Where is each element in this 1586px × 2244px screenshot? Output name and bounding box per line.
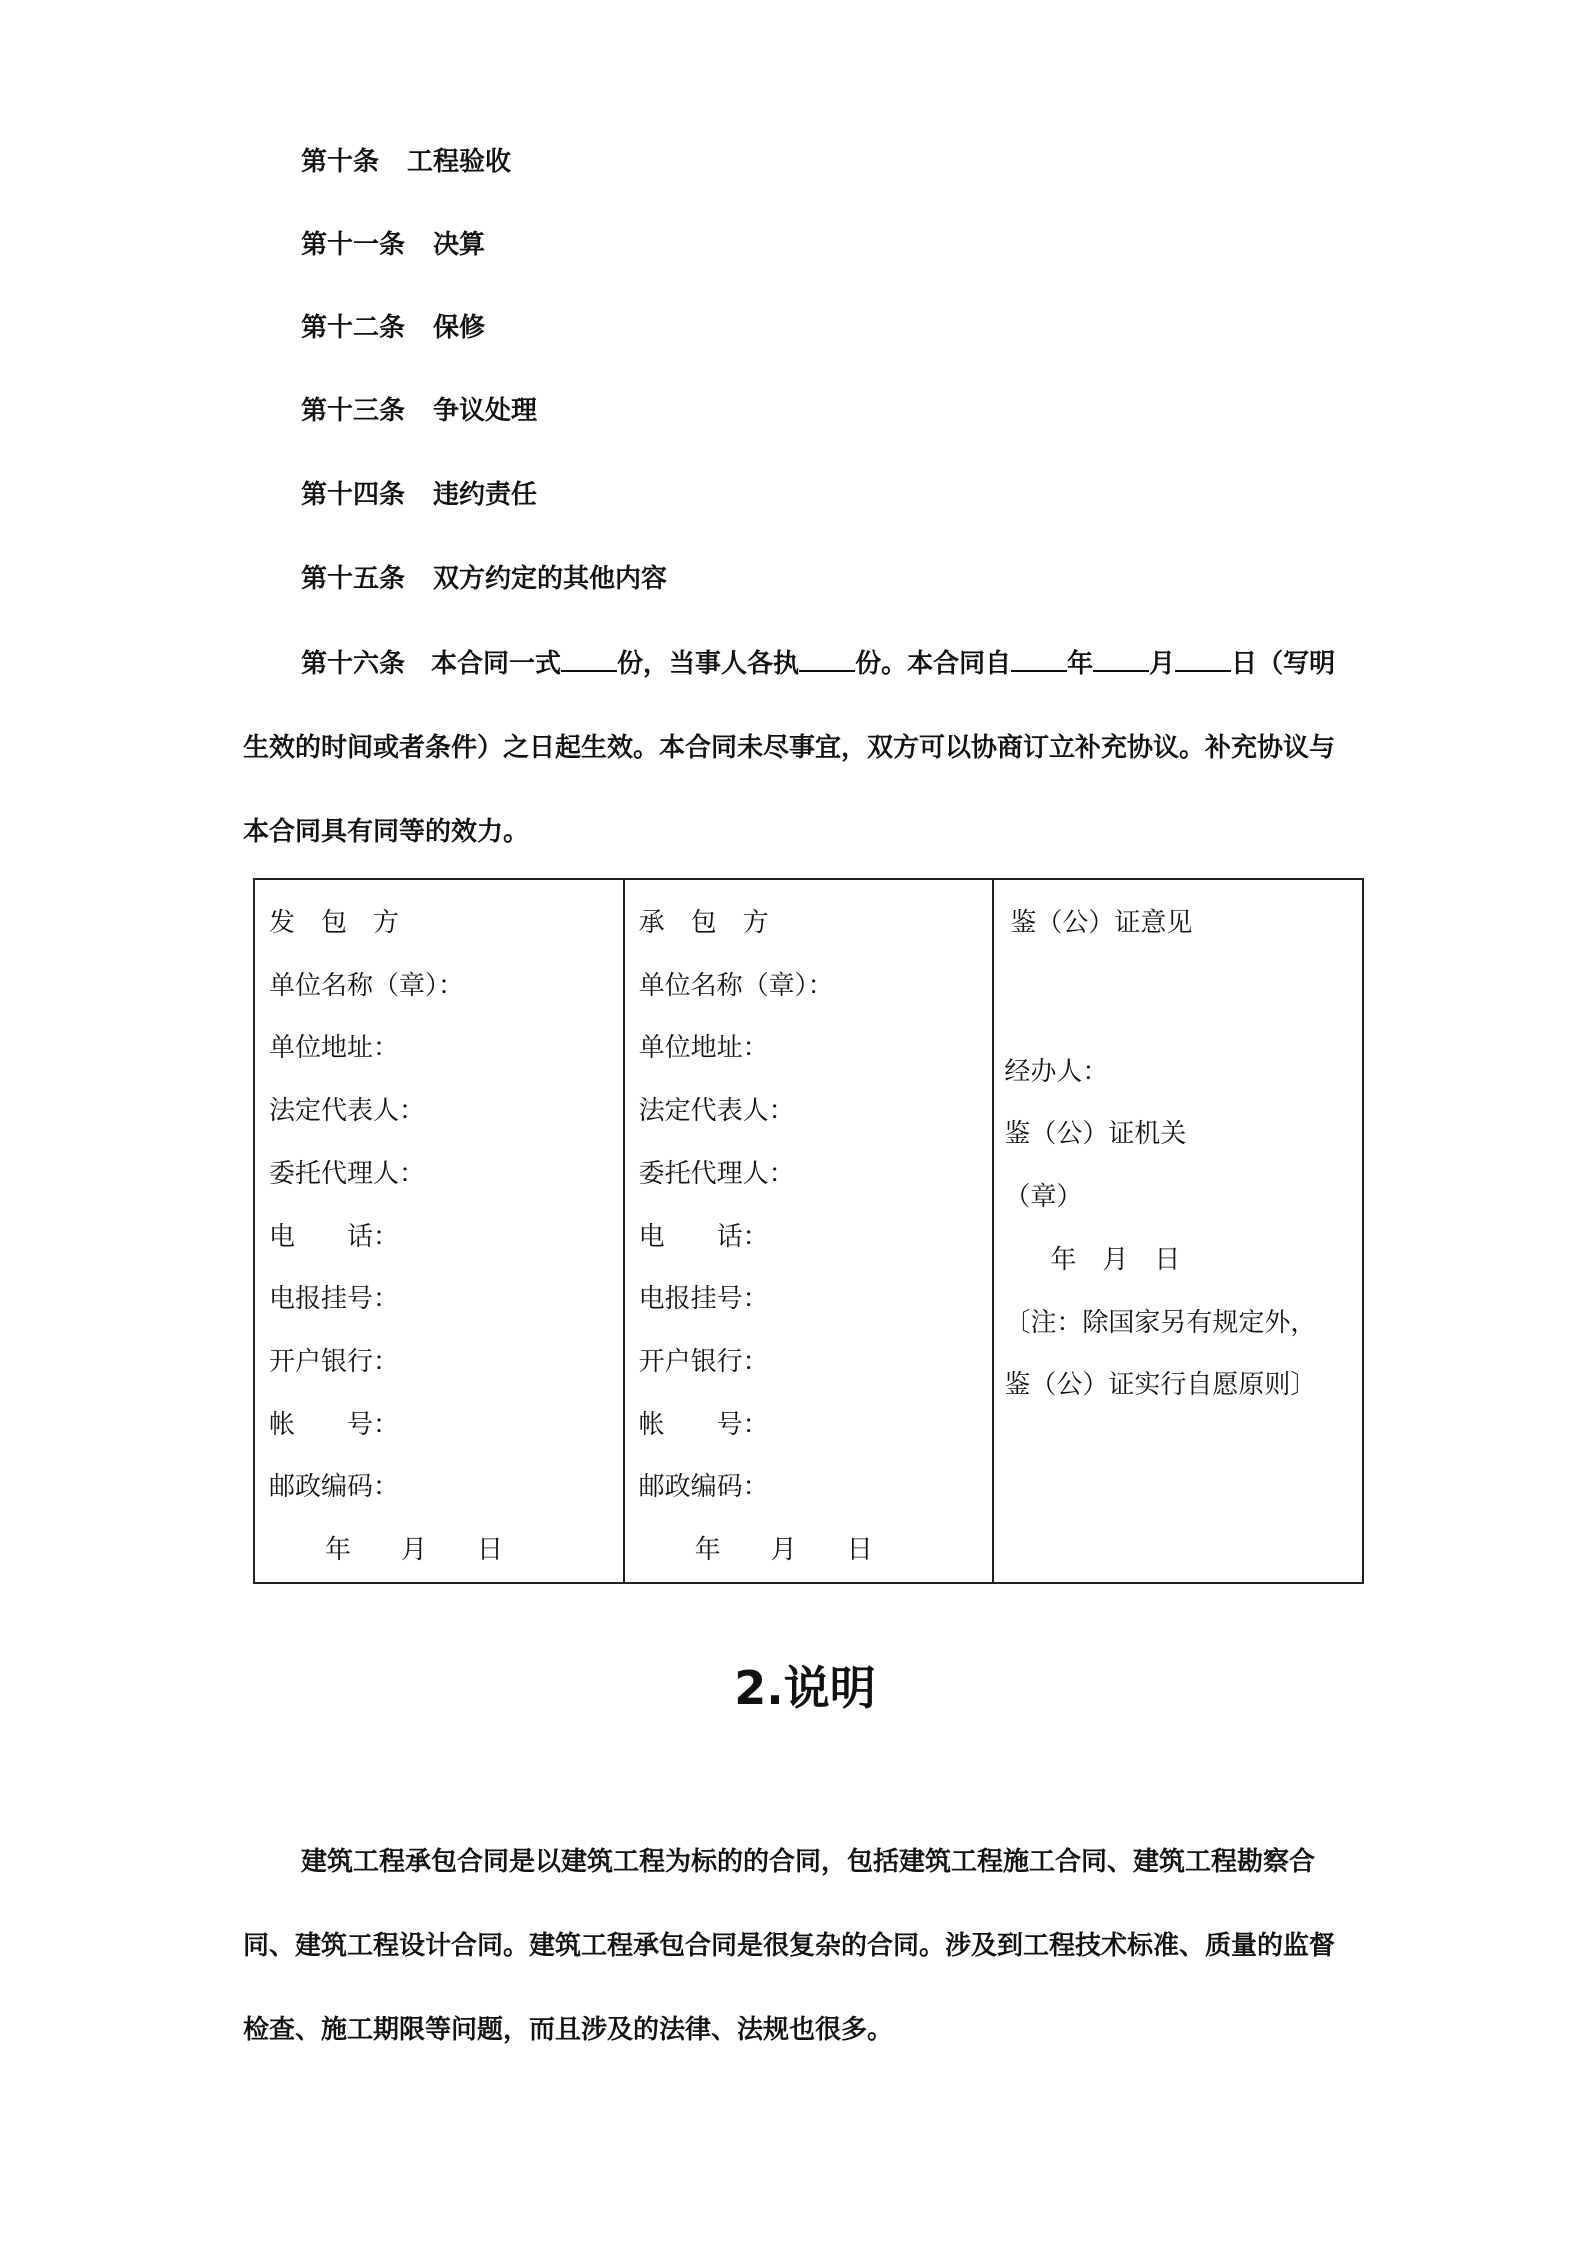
party-b-field: 电报挂号： [638,1284,769,1315]
article-12 [301,313,485,343]
notary-spacer [1004,955,1362,1041]
notary-note: 〔注：除国家另有规定外， [1004,1307,1317,1338]
party-a-cell [254,879,624,1583]
notary-date: 年 月 日 [1050,1244,1181,1275]
party-a-field: 邮政编码： [269,1472,400,1503]
article-14 [301,480,537,510]
blank-line [1011,648,1067,672]
party-a-field: 委托代理人： [269,1158,426,1189]
article-number: 第十四条 [301,480,406,510]
article-16-text: 本合同一式 [431,649,562,679]
party-b-field: 帐 号： [638,1409,769,1440]
section-paragraph: 建筑工程承包合同是以建筑工程为标的的合同，包括建筑工程施工合同、建筑工程勘察合同、建筑工程设计合同。建筑工程承包合同是很复杂的合同。涉及到工程技术标准、质量的监督检查、施工期限等问题，而且涉及的法律、法规也很多。 [243,1847,1336,2045]
party-b-field: 邮政编码： [638,1472,769,1503]
notary-handler: 经办人： [1004,1056,1109,1087]
party-a-field: 电报挂号： [269,1284,400,1315]
party-a-date [269,1519,623,1582]
party-b-field: 单位地址： [638,1033,769,1064]
article-title: 双方约定的其他内容 [433,564,668,594]
article-title: 争议处理 [433,396,538,426]
party-b-cell [624,879,994,1583]
article-13 [301,396,537,426]
party-b-field: 委托代理人： [638,1158,795,1189]
notary-header: 鉴（公）证意见 [1010,908,1193,938]
notary-note: 鉴（公）证实行自愿原则〕 [1004,1370,1317,1401]
article-10 [301,147,511,177]
party-a-field: 单位名称（章）： [269,970,465,1001]
article-15 [301,564,667,594]
date-day: 日 [846,1535,873,1566]
article-16-paragraph [243,622,1358,874]
party-a-field: 单位地址： [269,1033,400,1064]
notary-seal: （章） [1004,1182,1083,1213]
party-b-header: 承 包 方 [638,908,769,938]
article-16-text: 日（写明生效的时间或者条件）之日起生效。本合同未尽事宜，双方可以协商订立补充协议。补充协议与本合同具有同等的效力。 [243,649,1336,847]
article-number: 第十六条 [301,649,406,679]
article-number: 第十二条 [301,313,406,343]
party-b-field: 单位名称（章）： [638,970,834,1001]
party-a-field: 法定代表人： [269,1096,426,1127]
blank-line [1093,648,1149,672]
article-title: 违约责任 [433,480,538,510]
article-number: 第十五条 [301,564,406,594]
article-number: 第十条 [301,147,380,177]
party-b-date [639,1519,993,1582]
blank-line [799,648,855,672]
party-b-field: 开户银行： [638,1346,769,1377]
notary-cell [993,879,1363,1583]
date-day: 日 [477,1535,504,1566]
article-title: 工程验收 [407,147,512,177]
article-11 [301,230,485,260]
article-16-text: 份。本合同自 [855,649,1012,679]
article-number: 第十三条 [301,396,406,426]
date-year: 年 [325,1535,352,1566]
date-month: 月 [401,1535,428,1566]
party-a-field: 帐 号： [269,1409,400,1440]
party-a-field: 电 话： [269,1221,400,1252]
article-16-text: 份，当事人各执 [617,649,800,679]
article-16-text: 年 [1067,649,1094,679]
notary-authority: 鉴（公）证机关 [1004,1119,1187,1150]
party-b-field: 电 话： [638,1221,769,1252]
signature-table [253,878,1364,1584]
blank-line [561,648,617,672]
article-title: 决算 [433,230,486,260]
date-year: 年 [694,1535,721,1566]
article-title: 保修 [433,313,486,343]
party-a-field: 开户银行： [269,1346,400,1377]
date-month: 月 [770,1535,797,1566]
blank-line [1175,648,1231,672]
article-16-text: 月 [1149,649,1176,679]
article-number: 第十一条 [301,230,406,260]
party-a-header: 发 包 方 [269,908,400,938]
party-b-field: 法定代表人： [638,1096,795,1127]
section-heading: 2.说明 [734,1661,876,1715]
